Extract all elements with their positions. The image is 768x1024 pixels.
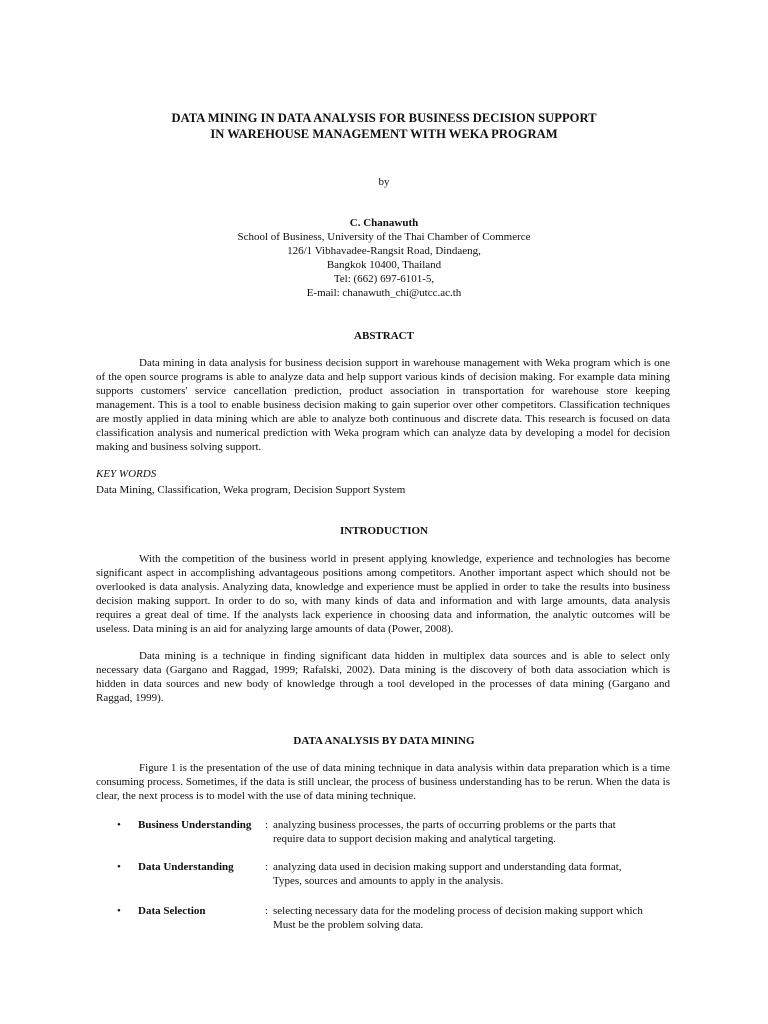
bullet-dot-icon: • <box>117 861 121 873</box>
by-line: by <box>378 176 390 188</box>
bullet-description-line-2: Must be the problem solving data. <box>273 919 424 931</box>
abstract-heading: ABSTRACT <box>354 330 414 342</box>
title-line-1: DATA MINING IN DATA ANALYSIS FOR BUSINESS DECISION SUPPORT <box>171 111 597 125</box>
bullet-data-selection <box>96 904 672 936</box>
bullet-colon: : <box>265 819 269 831</box>
keywords-text: Data Mining, Classification, Weka program, Decision Support System <box>96 484 406 496</box>
author-tel: Tel: (662) 697-6101-5, <box>333 273 435 285</box>
bullet-colon: : <box>265 861 269 873</box>
author-address-1: 126/1 Vibhavadee-Rangsit Road, Dindaeng, <box>287 245 481 257</box>
data-analysis-paragraph: Figure 1 is the presentation of the use of data mining technique in data analysis within data preparation which is a time consuming process. Sometimes, if the data is still unclear, the process of business understanding has to be rerun. When the data is clear, the next process is to model with the use of data mining technique. <box>96 762 670 802</box>
author-name: C. Chanawuth <box>349 217 419 229</box>
bullet-business-understanding <box>96 818 672 850</box>
title-line-2: IN WAREHOUSE MANAGEMENT WITH WEKA PROGRAM <box>210 127 558 141</box>
author-email: E-mail: chanawuth_chi@utcc.ac.th <box>306 287 462 299</box>
bullet-term: Data Understanding <box>138 861 234 873</box>
author-block <box>96 216 672 300</box>
bullet-data-understanding <box>96 860 672 892</box>
keywords-heading: KEY WORDS <box>96 468 157 480</box>
abstract-text: Data mining in data analysis for business decision support in warehouse management with Weka program which is one of the open source programs is able to analyze data and help support various kinds of decision making. For example data mining supports customers' service cancellation prediction, product association in transportation for warehouse store keeping management. This is a tool to enable business decision making to gain superior over other competitors. Classification techniques are mostly applied in data mining which are able to analyze both continuous and discrete data. This research is focused on data classification analysis and numerical prediction with Weka program which can analyze data by developing a model for decision making and business solving support. <box>96 357 670 453</box>
bullet-term: Data Selection <box>138 905 206 917</box>
bullet-description-line-2: Types, sources and amounts to apply in the analysis. <box>273 875 504 887</box>
author-affiliation: School of Business, University of the Thai Chamber of Commerce <box>237 231 531 243</box>
bullet-term: Business Understanding <box>138 819 252 831</box>
bullet-description-line-1: analyzing data used in decision making support and understanding data format, <box>273 861 622 873</box>
introduction-heading: INTRODUCTION <box>339 525 428 537</box>
bullet-description-line-1: analyzing business processes, the parts of occurring problems or the parts that <box>273 819 616 831</box>
data-analysis-heading: DATA ANALYSIS BY DATA MINING <box>293 735 475 747</box>
bullet-colon: : <box>265 905 269 917</box>
author-address-2: Bangkok 10400, Thailand <box>326 259 442 271</box>
bullet-description-line-1: selecting necessary data for the modeling process of decision making support which <box>273 905 643 917</box>
introduction-paragraph-2: Data mining is a technique in finding significant data hidden in multiplex data sources and is able to select only necessary data (Gargano and Raggad, 1999; Rafalski, 2002). Data mining is the discovery of both data association which is hidden in data sources and new body of knowledge through a tool developed in the processes of data mining (Gargano and Raggad, 1999). <box>96 650 670 704</box>
bullet-description-line-2: require data to support decision making and analytical targeting. <box>273 833 556 845</box>
introduction-paragraph-1: With the competition of the business world in present applying knowledge, experience and technologies has become significant aspect in accomplishing advantageous positions among competitors. Another important aspect which should not be overlooked is data analysis. Analyzing data, knowledge and experience must be applied in order to take the results into business decision making support. In order to do so, with many kinds of data and information and with large amounts, data analysis requires a great deal of time. If the analysts lack experience in choosing data and information, the analytic outcomes will be useless. Data mining is an aid for analyzing large amounts of data (Power, 2008). <box>96 553 670 635</box>
paper-title <box>96 110 672 142</box>
bullet-dot-icon: • <box>117 819 121 831</box>
bullet-dot-icon: • <box>117 905 121 917</box>
